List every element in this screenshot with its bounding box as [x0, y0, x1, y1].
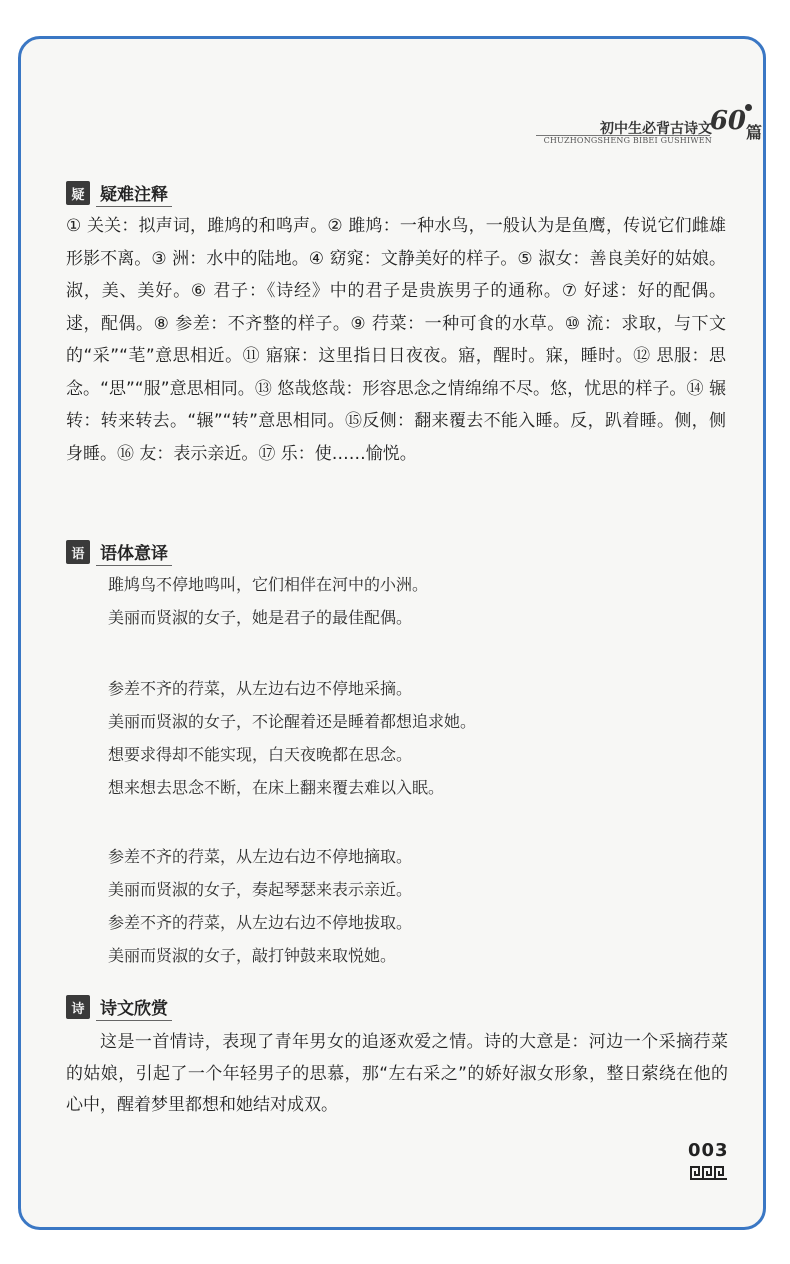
translation-line: 参差不齐的荇菜，从左边右边不停地拔取。: [108, 913, 413, 932]
translation-stanza-2: [108, 672, 476, 804]
seal-icon: 语: [66, 540, 90, 564]
header-number: 60: [709, 106, 746, 136]
header-subtitle: CHUZHONGSHENG BIBEI GUSHIWEN: [543, 136, 712, 145]
appreciation-heading: [66, 992, 172, 1022]
seal-icon: 疑: [66, 181, 90, 205]
translation-label: 语体意译: [96, 538, 172, 566]
translation-line: 参差不齐的荇菜，从左边右边不停地采摘。: [108, 679, 413, 698]
translation-stanza-3: [108, 840, 412, 972]
translation-line: 雎鸠鸟不停地鸣叫，它们相伴在河中的小洲。: [108, 575, 429, 594]
seal-icon: 诗: [66, 995, 90, 1019]
appreciation-label: 诗文欣赏: [96, 993, 172, 1021]
header-unit: 篇: [745, 123, 762, 142]
notes-text: ① 关关：拟声词，雎鸠的和鸣声。② 雎鸠：一种水鸟，一般认为是鱼鹰，传说它们雌雄形影不离。③ 洲：水中的陆地。④ 窈窕：文静美好的样子。⑤ 淑女：善良美好的姑娘。淑，美、美好。⑥ 君子：《诗经》中的君子是贵族男子的通称。⑦ 好逑：好的配偶。逑，配偶。⑧ 参差：不齐整的样子。⑨ 荇菜：一种可食的水草。⑩ 流：求取，与下文的“采”“芼”意思相近。⑪ 寤寐：这里指日日夜夜。寤，醒时。寐，睡时。⑫ 思服：思念。“思”“服”意思相同。⑬ 悠哉悠哉：形容思念之情绵绵不尽。悠，忧思的样子。⑭ 辗转：转来转去。“辗”“转”意思相同。⑮反侧：翻来覆去不能入睡。反，趴着睡。侧，侧身睡。⑯ 友：表示亲近。⑰ 乐：使……愉悦。: [66, 216, 726, 464]
notes-heading: [66, 178, 172, 208]
translation-line: 美丽而贤淑的女子，敲打钟鼓来取悦她。: [108, 946, 397, 965]
translation-line: 美丽而贤淑的女子，不论醒着还是睡着都想追求她。: [108, 712, 477, 731]
page-number: 003: [688, 1140, 729, 1161]
translation-line: 美丽而贤淑的女子，奏起琴瑟来表示亲近。: [108, 880, 413, 899]
appreciation-text: 这是一首情诗，表现了青年男女的追逐欢爱之情。诗的大意是：河边一个采摘荇菜的姑娘，引起了一个年轻男子的思慕，那“左右采之”的娇好淑女形象，整日萦绕在他的心中，醒着梦里都想和她结对成双。: [66, 1032, 728, 1115]
translation-line: 想要求得却不能实现，白天夜晚都在思念。: [108, 745, 413, 764]
translation-heading: [66, 537, 172, 567]
notes-label: 疑难注释: [96, 179, 172, 207]
fret-ornament-icon: [690, 1164, 728, 1180]
translation-line: 想来想去思念不断，在床上翻来覆去难以入眠。: [108, 778, 445, 797]
running-header: [543, 80, 768, 150]
translation-line: 参差不齐的荇菜，从左边右边不停地摘取。: [108, 847, 413, 866]
header-title: 初中生必背古诗文: [600, 121, 712, 137]
header-dot: [745, 104, 752, 111]
translation-line: 美丽而贤淑的女子，她是君子的最佳配偶。: [108, 608, 413, 627]
translation-stanza-1: [108, 568, 428, 634]
